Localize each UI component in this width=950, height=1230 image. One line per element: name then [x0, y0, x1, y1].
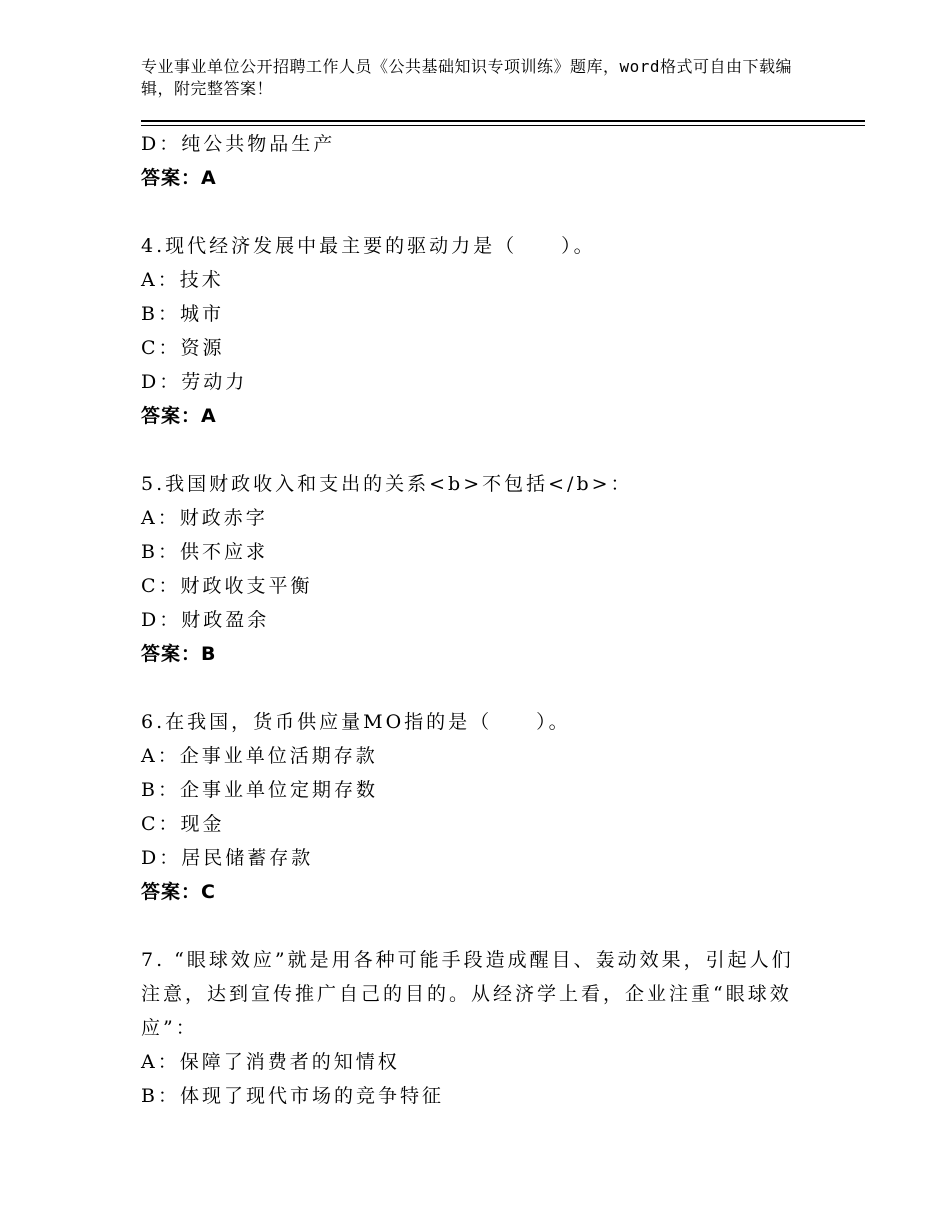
option-b: B：供不应求: [141, 541, 268, 563]
option-c: C：资源: [141, 337, 225, 359]
option-b: B：体现了现代市场的竞争特征: [141, 1085, 444, 1107]
question-list: [141, 127, 821, 1113]
option-d: D：纯公共物品生产: [141, 133, 336, 155]
option-d: D：财政盈余: [141, 609, 270, 631]
question-stem: 7. “眼球效应”就是用各种可能手段造成醒目、轰动效果，引起人们注意，达到宣传推广自己的目的。从经济学上看，企业注重“眼球效应”：: [141, 949, 794, 1039]
option-a: A：企事业单位活期存款: [141, 745, 378, 767]
header-rule-thin: [141, 125, 865, 126]
spacer: [141, 909, 821, 943]
spacer: [141, 671, 821, 705]
option-c: C：现金: [141, 813, 225, 835]
option-d: D：居民储蓄存款: [141, 847, 314, 869]
answer: 答案：A: [141, 167, 217, 189]
option-a: A：保障了消费者的知情权: [141, 1051, 400, 1073]
header-rule-thick: [141, 120, 865, 122]
answer: 答案：A: [141, 405, 217, 427]
option-c: C：财政收支平衡: [141, 575, 313, 597]
option-b: B：企事业单位定期存数: [141, 779, 378, 801]
question-stem: 6.在我国，货币供应量MO指的是（ ）。: [141, 711, 571, 733]
option-a: A：技术: [141, 269, 224, 291]
option-b: B：城市: [141, 303, 224, 325]
option-d: D：劳动力: [141, 371, 248, 393]
answer: 答案：C: [141, 881, 216, 903]
question-stem: 4.现代经济发展中最主要的驱动力是（ ）。: [141, 235, 596, 257]
page-header: 专业事业单位公开招聘工作人员《公共基础知识专项训练》题库，word格式可自由下载编辑，附完整答案！: [141, 57, 793, 98]
question-stem: 5.我国财政收入和支出的关系<b>不包括</b>：: [141, 473, 633, 495]
option-a: A：财政赤字: [141, 507, 268, 529]
spacer: [141, 433, 821, 467]
spacer: [141, 195, 821, 229]
answer: 答案：B: [141, 643, 217, 665]
